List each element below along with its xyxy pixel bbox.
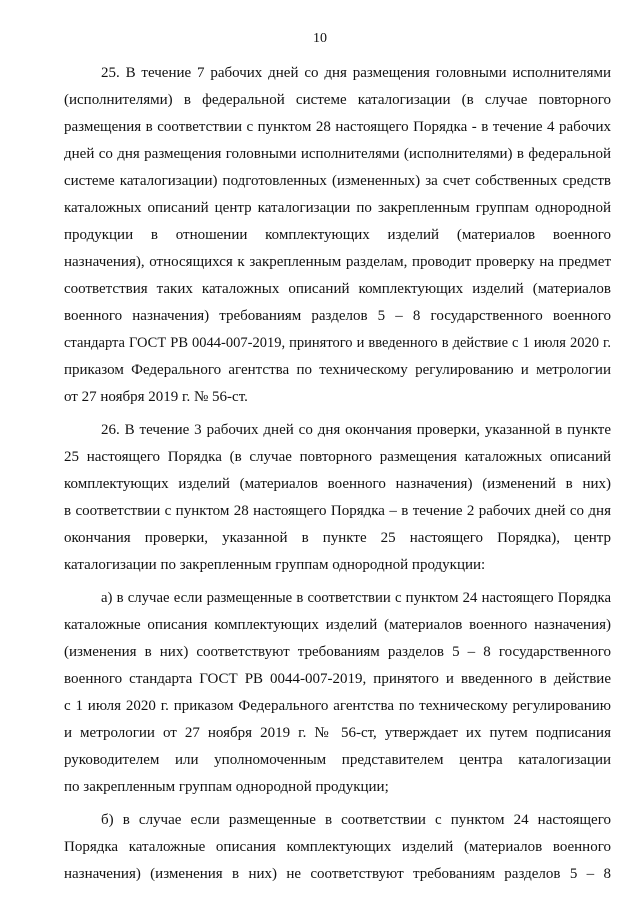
text-line: размещения в соответствии с пунктом 28 настоящего Порядка - в течение 4 рабочих [64,119,611,135]
text-line: б) в случае если размещенные в соответствии с пунктом 24 настоящего [101,812,611,828]
text-line: дней со дня размещения головными исполнителями (исполнителями) в федеральной [64,146,611,162]
text-line: системе каталогизации) подготовленных (измененных) за счет собственных средств [64,173,611,189]
text-line: окончания проверки, указанной в пункте 25 настоящего Порядка), центр [64,530,611,546]
text-line: в соответствии с пунктом 28 настоящего Порядка – в течение 2 рабочих дней со дня [64,503,611,519]
text-line: с 1 июля 2020 г. приказом Федерального агентства по техническому регулированию [64,698,611,714]
text-line: назначения), относящихся к закрепленным разделам, проводит проверку на предмет [64,254,611,270]
text-line: (изменения в них) соответствуют требованиям разделов 5 – 8 государственного [64,644,611,660]
text-line: каталожные описания комплектующих изделий (материалов военного назначения) [64,617,611,633]
text-line: от 27 ноября 2019 г. № 56-ст. [64,389,248,405]
text-line: (исполнителями) в федеральной системе каталогизации (в случае повторного [64,92,611,108]
text-line: соответствия таких каталожных описаний комплектующих изделий (материалов [64,281,611,297]
text-line: Порядка каталожные описания комплектующих изделий (материалов военного [64,839,611,855]
text-line: военного стандарта ГОСТ РВ 0044-007-2019, принятого и введенного в действие [64,671,611,687]
text-line: военного назначения) требованиям разделов 5 – 8 государственного военного [64,308,611,324]
text-line: комплектующих изделий (материалов военного назначения) (изменений в них) [64,476,611,492]
text-line: и метрологии от 27 ноября 2019 г. № 56-ст, утверждает их путем подписания [64,725,611,741]
text-line: стандарта ГОСТ РВ 0044-007-2019, принятого и введенного в действие с 1 июля 2020 г. [64,335,611,351]
text-line: продукции в отношении комплектующих изделий (материалов военного [64,227,611,243]
text-line: 25 настоящего Порядка (в случае повторного размещения каталожных описаний [64,449,611,465]
text-line: руководителем или уполномоченным представителем центра каталогизации [64,752,611,768]
text-line: 26. В течение 3 рабочих дней со дня окончания проверки, указанной в пункте [101,422,611,438]
text-line: назначения) (изменения в них) не соответствуют требованиям разделов 5 – 8 [64,866,611,882]
text-line: каталожных описаний центр каталогизации по закрепленным группам однородной [64,200,611,216]
text-line: по закрепленным группам однородной продукции; [64,779,389,795]
text-line: 25. В течение 7 рабочих дней со дня размещения головными исполнителями [101,65,611,81]
text-line: приказом Федерального агентства по техническому регулированию и метрологии [64,362,611,378]
text-line: каталогизации по закрепленным группам однородной продукции: [64,557,486,573]
page-number: 10 [313,31,327,46]
text-line: а) в случае если размещенные в соответствии с пунктом 24 настоящего Порядка [101,590,611,606]
